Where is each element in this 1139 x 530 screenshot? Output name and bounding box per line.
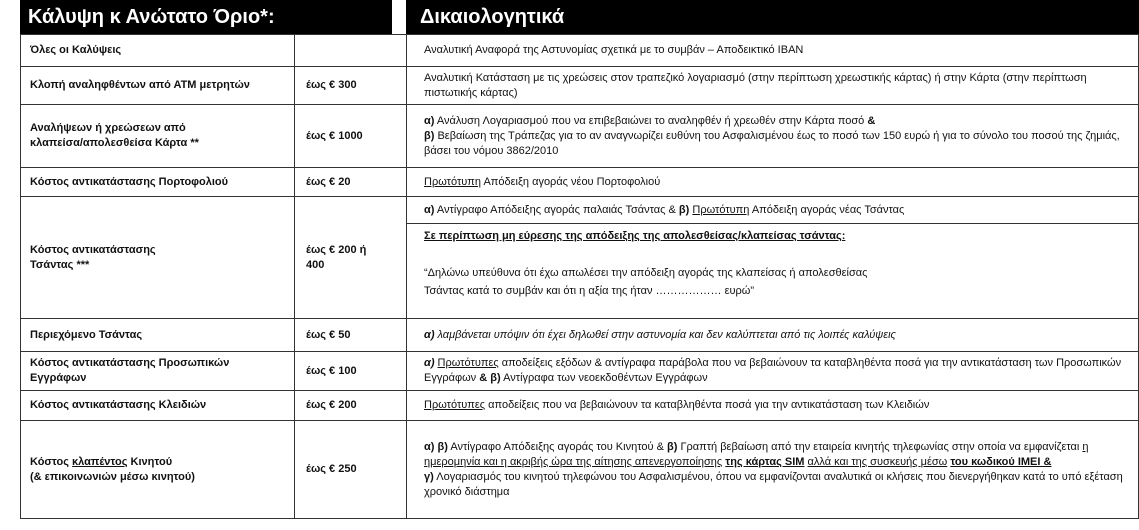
document-cell [407, 319, 1139, 352]
declaration-line: “Δηλώνω υπεύθυνα ότι έχω απωλέσει την απόδειξη αγοράς της κλαπείσας ή απολεσθείσας [424, 267, 868, 279]
coverage-cell: Κόστος αντικατάστασης Τσάντας *** [21, 197, 295, 319]
item-text: Αντίγραφα των νεοεκδοθέντων Εγγράφων [503, 372, 708, 384]
table-row [21, 352, 1139, 391]
coverage-cell [21, 421, 295, 519]
item-label: β) [666, 440, 678, 453]
table-row [21, 105, 1139, 168]
document-cell: Αναλυτική Κατάσταση με τις χρεώσεις στον τραπεζικό λογαριασμό (στην περίπτωση χρεωστικής κάρτας) ή στην Κάρτα (στην περίπτωση πιστωτικής κάρτας) [407, 67, 1139, 105]
item-text: Αντίγραφο Απόδειξης αγοράς παλαιάς Τσάντας & [436, 204, 676, 216]
item-label: γ) [424, 470, 434, 483]
declaration-line: Τσάντας κατά το συμβάν και ότι η αξία της ήταν ……………… ευρώ” [424, 285, 755, 297]
item-text: Λογαριασμός του κινητού τηλεφώνου του Ασφαλισμένου, όπου να εμφανίζονται αναλυτικά οι κλήσεις που διενεργήθηκαν κατά το υπό εξέταση χρονικό διάστημα [424, 470, 1123, 498]
limit-cell: έως € 50 [295, 319, 407, 352]
document-cell [407, 391, 1139, 421]
document-cell [407, 197, 1139, 319]
document-cell [407, 105, 1139, 168]
table-row [21, 197, 1139, 319]
table-row [21, 319, 1139, 352]
limit-cell: έως € 250 [295, 421, 407, 519]
underlined-text: Πρωτότυπες [437, 357, 499, 369]
bag-receipt-line [407, 197, 1138, 224]
coverage-cell: Κλοπή αναληφθέντων από ΑΤΜ μετρητών [21, 67, 295, 105]
table-row [21, 421, 1139, 519]
item-text: Αντίγραφο Απόδειξης αγοράς του Κινητού & [450, 440, 664, 453]
table-row [21, 168, 1139, 197]
coverage-header: Κάλυψη κ Ανώτατο Όριο*: [20, 0, 392, 34]
limit-cell: έως € 1000 [295, 105, 407, 168]
item-text: αποδείξεις εξόδων & αντίγραφα παράβολα που να βεβαιώνουν τα καταβληθέντα ποσά για την αντικατάσταση των Προσωπικών Εγγράφων [424, 357, 1122, 384]
limit-cell [295, 35, 407, 67]
table-row [21, 67, 1139, 105]
item-label: α) [424, 328, 435, 341]
item-text: Βεβαίωση της Τράπεζας για το αν αναγνωρίζει ευθύνη του Ασφαλισμένου έως το ποσό των 150 ευρώ ή για το σύνολο του ποσού της ζημιάς, βάσει του νόμου 3862/2010 [424, 129, 1120, 157]
coverage-subtext: (& επικοινωνιών μέσω κινητού) [30, 470, 195, 483]
item-text: Απόδειξη αγοράς νέας Τσάντας [751, 204, 905, 216]
item-text: Γραπτή βεβαίωση από την εταιρεία κινητής τηλεφωνίας στην οποία να εμφανίζεται [680, 440, 1080, 453]
coverage-cell: Κόστος αντικατάστασης Προσωπικών Εγγράφων [21, 352, 295, 391]
underlined-text: Πρωτότυπη [692, 204, 750, 216]
underlined-text: κλαπέντος [72, 455, 128, 468]
limit-cell: έως € 200 [295, 391, 407, 421]
item-text: Ανάλυση Λογαριασμού που να επιβεβαιώνει το αναληφθέν ή χρεωθέν στην Κάρτα ποσό [436, 114, 865, 127]
limit-cell: έως € 20 [295, 168, 407, 197]
limit-cell: έως € 300 [295, 67, 407, 105]
underlined-text: αλλά και της συσκευής μέσω [807, 455, 948, 468]
missing-receipt-heading: Σε περίπτωση μη εύρεσης της απόδειξης της απολεσθείσας/κλαπείσας τσάντας: [424, 230, 846, 242]
item-label: α) [424, 357, 435, 369]
underlined-text: η ημερομηνία και η ακριβής ώρα της αίτησης απενεργοποίησης [424, 440, 1089, 468]
item-label: β) [424, 129, 435, 142]
item-text: Απόδειξη αγοράς νέου Πορτοφολιού [483, 175, 661, 188]
coverage-cell: Κόστος αντικατάστασης Πορτοφολιού [21, 168, 295, 197]
document-cell [407, 421, 1139, 519]
coverage-text: Κόστος [30, 455, 69, 468]
item-label: & [867, 114, 876, 127]
item-label: β) [678, 204, 690, 216]
coverage-cell: Κόστος αντικατάστασης Κλειδιών [21, 391, 295, 421]
table-row [21, 391, 1139, 421]
item-text: αποδείξεις που να βεβαιώνουν τα καταβληθέντα ποσά για την αντικατάσταση των Κλειδιών [488, 399, 930, 411]
coverage-cell: Όλες οι Καλύψεις [21, 35, 295, 67]
item-label: α) [424, 114, 435, 127]
coverage-cell: Περιεχόμενο Τσάντας [21, 319, 295, 352]
documents-header: Δικαιολογητικά [406, 0, 1139, 34]
item-label: α) β) [424, 440, 448, 453]
limit-cell: έως € 100 [295, 352, 407, 391]
document-cell [407, 168, 1139, 197]
limit-cell: έως € 200 ή 400 [295, 197, 407, 319]
underlined-text: Πρωτότυπες [424, 399, 486, 411]
coverage-text: Κινητού [130, 455, 173, 468]
table-row [21, 35, 1139, 67]
document-cell [407, 352, 1139, 391]
underlined-bold-text: του κωδικού IMEI & [950, 455, 1052, 468]
underlined-text: Πρωτότυπη [424, 175, 482, 188]
coverage-grid [20, 34, 1139, 519]
underlined-bold-text: της κάρτας SIM [725, 455, 805, 468]
coverage-cell: Αναλήψεων ή χρεώσεων από κλαπείσα/απολεσθείσα Κάρτα ** [21, 105, 295, 168]
item-text: λαμβάνεται υπόψιν ότι έχει δηλωθεί στην αστυνομία και δεν καλύπτεται από τις λοιπές καλύψεις [437, 328, 896, 341]
header-gap [392, 0, 406, 34]
item-label: α) [424, 204, 435, 216]
item-label: & β) [479, 372, 501, 384]
document-cell: Αναλυτική Αναφορά της Αστυνομίας σχετικά με το συμβάν – Αποδεικτικό IBAN [407, 35, 1139, 67]
